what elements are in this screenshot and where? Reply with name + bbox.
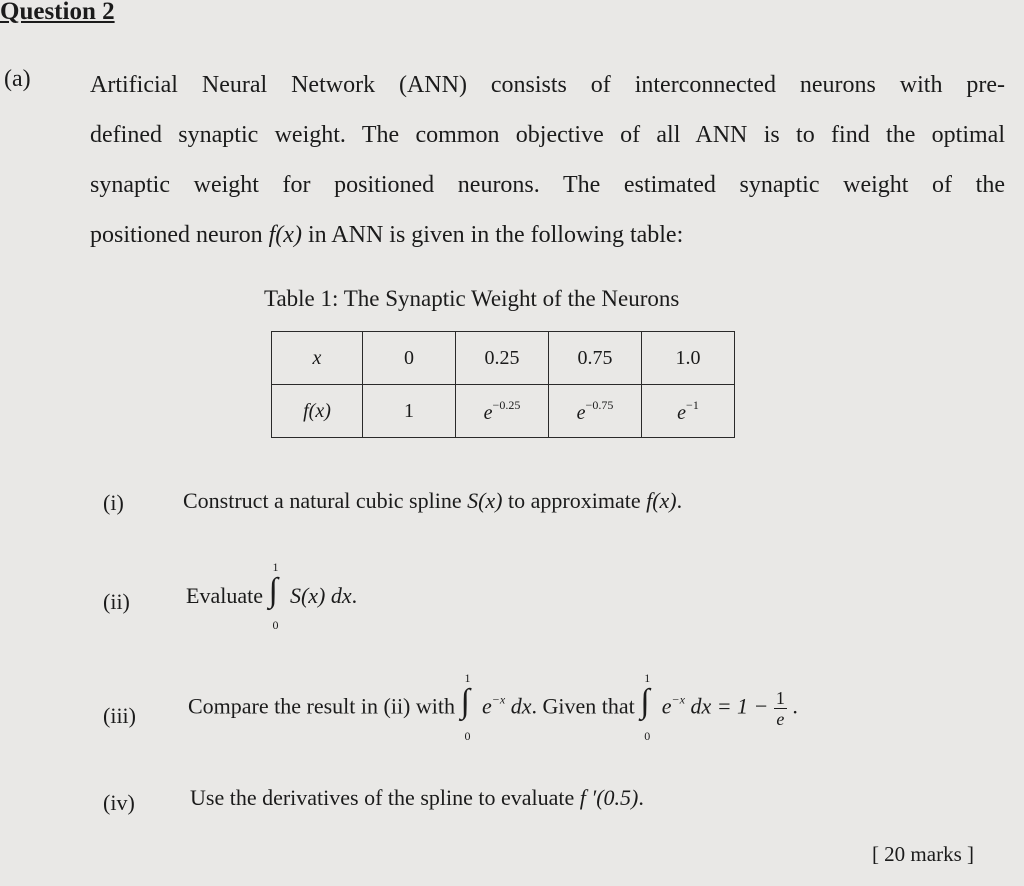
fx-symbol: f(x) [646, 488, 677, 513]
integrand-base: e [482, 693, 492, 719]
subpart-ii-text [186, 560, 358, 632]
integral-sign-icon: ∫ 1 0 [268, 560, 279, 632]
exponent: −1 [686, 397, 699, 412]
dx-symbol: dx [510, 693, 532, 719]
base-e: e [677, 401, 687, 424]
table-cell [456, 385, 549, 438]
paragraph-line: Artificial Neural Network (ANN) consists of interconnected neurons with pre- [90, 72, 1005, 98]
paragraph-line: synaptic weight for positioned neurons. The estimated synaptic weight of the [90, 172, 1005, 198]
integrand-base: e [661, 693, 672, 719]
question-title: Question 2 [0, 0, 115, 25]
subpart-text: Evaluate [186, 583, 263, 609]
subpart-ii-label: (ii) [103, 589, 130, 614]
paragraph-text: positioned neuron [90, 222, 263, 248]
subpart-i-label: (i) [103, 490, 124, 515]
subpart-text: to approximate [508, 488, 641, 513]
sx-symbol: S(x) [467, 488, 503, 513]
marks-label: [ 20 marks ] [871, 842, 974, 866]
paragraph-text: in ANN is given in the following table: [307, 222, 684, 248]
fraction-numerator: 1 [775, 688, 785, 708]
integral-lower-limit: 0 [464, 728, 471, 743]
paragraph-line: defined synaptic weight. The common objective of all ANN is to find the optimal [90, 122, 1005, 148]
subpart-text: Compare the result in (ii) with [188, 693, 455, 719]
table-cell [642, 385, 735, 438]
subpart-text: Use the derivatives of the spline to evaluate [190, 785, 575, 810]
question-paragraph [90, 60, 1005, 260]
integral-upper-limit: 1 [464, 670, 471, 685]
subpart-iv-label: (iv) [103, 790, 135, 815]
exponent: −0.75 [585, 397, 614, 412]
table-cell [549, 385, 642, 438]
integral-lower-limit: 0 [272, 618, 279, 632]
fraction [774, 688, 787, 729]
integral-sign-icon: ∫ 1 0 [640, 670, 651, 743]
table-header-cell: 0 [363, 332, 456, 385]
subpart-i-text [183, 488, 682, 514]
subpart-text: . Given that [531, 693, 635, 719]
fraction-denominator: e [776, 709, 785, 729]
fx-symbol: f(x) [268, 222, 302, 248]
table-header-cell: 1.0 [642, 332, 735, 385]
part-label: (a) [4, 66, 31, 92]
period: . [638, 785, 644, 810]
subpart-iv-text [190, 785, 644, 811]
period: . [351, 583, 358, 609]
fprime-symbol: f ′(0.5) [579, 785, 639, 810]
table-caption: Table 1: The Synaptic Weight of the Neurons [264, 286, 680, 311]
exponent: −0.25 [492, 397, 521, 412]
paragraph-line [90, 210, 1005, 260]
integral-lower-limit: 0 [644, 728, 651, 743]
integral-upper-limit: 1 [272, 560, 279, 574]
period: . [792, 693, 798, 719]
integral-upper-limit: 1 [644, 670, 651, 685]
base-e: e [483, 401, 493, 424]
period: . [676, 488, 683, 513]
table-row [272, 385, 735, 438]
integrand: S(x) [289, 583, 326, 609]
dx-symbol: dx [330, 583, 352, 609]
integral-sign-icon: ∫ 1 0 [460, 670, 471, 743]
table-cell: 1 [363, 385, 456, 438]
table-row-label: f(x) [272, 385, 363, 438]
synaptic-weight-table [271, 331, 735, 438]
exponent: −x [671, 692, 685, 707]
table-header-cell: 0.25 [456, 332, 549, 385]
subpart-iii-text [188, 670, 798, 743]
equation-text: dx = 1 − [690, 693, 769, 719]
table-row [272, 332, 735, 385]
exponent: −x [491, 692, 506, 707]
table-header-cell: x [272, 332, 363, 385]
subpart-iii-label: (iii) [103, 703, 136, 728]
subpart-text: Construct a natural cubic spline [183, 488, 462, 513]
table-header-cell: 0.75 [549, 332, 642, 385]
base-e: e [576, 401, 586, 424]
